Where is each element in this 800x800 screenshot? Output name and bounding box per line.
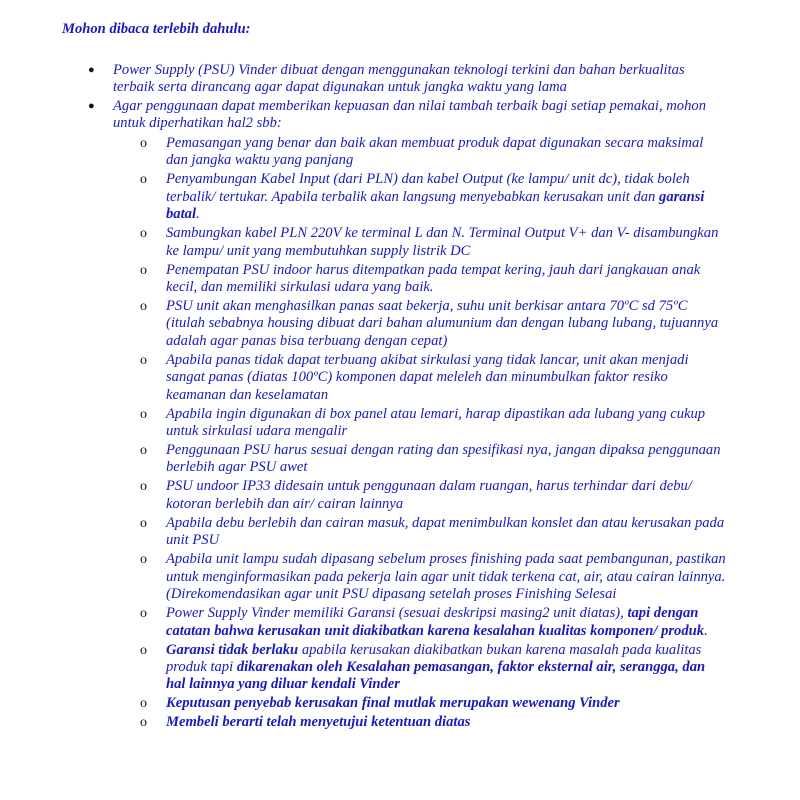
bullet-marker: ● (88, 100, 95, 112)
list-item: o Penggunaan PSU harus sesuai dengan rating dan spesifikasi nya, jangan dipaksa penggunaan berlebih agar PSU awet (140, 442, 721, 476)
bold-text: Membeli berarti telah menyetujui ketentuan diatas (166, 714, 471, 731)
list-item: o Apabila panas tidak dapat terbuang akibat sirkulasi yang tidak lancar, unit akan menjadi sangat panas (diatas 100ºC) komponen dapat meleleh dan minumbulkan faktor resiko keamanan dan keselamatan (140, 351, 689, 403)
bullet-item (0, 98, 800, 133)
circle-bullet-marker: o (140, 715, 147, 731)
circle-bullet-marker: o (140, 443, 147, 459)
list-item: o Apabila debu berlebih dan cairan masuk, dapat menimbulkan konslet dan atau kerusakan pada unit PSU (140, 514, 725, 549)
circle-bullet-marker: o (140, 696, 147, 712)
circle-bullet-marker: o (140, 136, 147, 151)
list-item: o PSU undoor IP33 didesain untuk penggunaan dalam ruangan, harus terhindar dari debu/ kotoran berlebih dan air/ cairan lainnya (140, 478, 692, 512)
circle-bullet-marker: o (140, 406, 147, 422)
bold-text: dikarenakan oleh Kesalahan pemasangan, faktor eksternal air, serangga, dan hal lainnya yang diluar kendali Vinder (166, 658, 706, 693)
list-item: o Penyambungan Kabel Input (dari PLN) dan kabel Output (ke lampu/ unit dc), tidak boleh terbalik/ tertukar. Apabila terbalik akan langsung menyebabkan kerusakan unit dan garansi batal. (140, 171, 705, 223)
bullet-item (0, 62, 800, 97)
circle-bullet-marker: o (140, 552, 147, 568)
bold-text: garansi batal (166, 188, 705, 223)
bullet-marker: ● (88, 64, 95, 76)
circle-bullet-marker: o (140, 172, 147, 188)
list-item (0, 714, 800, 731)
list-item: o Garansi tidak berlaku apabila kerusakan diakibatkan bukan karena masalah pada kualitas produk tapi dikarenakan oleh Kesalahan pemasangan, faktor eksternal air, serangga, dan hal lainnya yang diluar kendali Vinder (140, 641, 706, 693)
list-item: o Apabila unit lampu sudah dipasang sebelum proses finishing pada saat pembangunan, pastikan untuk menginformasikan pada pekerja lain agar unit tidak terkena cat, air, atau cairan lainnya. (Direkomendasikan agar unit PSU dipasang setelah proses Finishing Selesai (140, 551, 726, 603)
list-item: o Penempatan PSU indoor harus ditempatkan pada tempat kering, jauh dari jangkauan anak kecil, dan memiliki sirkulasi udara yang baik. (140, 261, 701, 296)
list-item: o Sambungkan kabel PLN 220V ke terminal L dan N. Terminal Output V+ dan V- disambungkan ke lampu/ unit yang membutuhkan supply listrik DC (140, 225, 719, 259)
circle-bullet-marker: o (140, 226, 147, 242)
list-item (0, 695, 800, 712)
circle-bullet-marker: o (140, 642, 147, 658)
circle-bullet-marker: o (140, 299, 147, 315)
list-item: o Power Supply Vinder memiliki Garansi (sesuai deskripsi masing2 unit diatas), tapi dengan catatan bahwa kerusakan unit diakibatkan karena kesalahan kualitas komponen/ produk. (140, 605, 708, 639)
bullet-text: Power Supply (PSU) Vinder dibuat dengan menggunakan teknologi terkini dan bahan berkualitas terbaik serta dirancang agar dapat digunakan untuk jangka waktu yang lama (113, 62, 685, 96)
circle-bullet-marker: o (140, 352, 147, 368)
bold-text: tapi dengan catatan bahwa kerusakan unit diakibatkan karena kesalahan kualitas komponen/ produk (166, 605, 705, 639)
circle-bullet-marker: o (140, 262, 147, 278)
list-item: o Pemasangan yang benar dan baik akan membuat produk dapat digunakan secara maksimal dan jangka waktu yang panjang (140, 135, 704, 169)
circle-bullet-marker: o (140, 515, 147, 531)
circle-bullet-marker: o (140, 479, 147, 495)
bold-text: Garansi tidak berlaku (166, 641, 299, 658)
sub-list (0, 135, 800, 733)
bold-text: Keputusan penyebab kerusakan final mutlak merupakan wewenang Vinder (166, 695, 620, 712)
page-title: Mohon dibaca terlebih dahulu: (62, 21, 251, 37)
list-item: o PSU unit akan menghasilkan panas saat bekerja, suhu unit berkisar antara 70ºC sd 75ºC (itulah sebabnya housing dibuat dari bahan alumunium dan dengan lubang lubang, tujuannya adalah agar panas bisa terbuang dengan cepat) (140, 298, 719, 349)
circle-bullet-marker: o (140, 606, 147, 622)
list-item: o Apabila ingin digunakan di box panel atau lemari, harap dipastikan ada lubang yang cukup untuk sirkulasi udara mengalir (140, 405, 706, 440)
bullet-text: Agar penggunaan dapat memberikan kepuasan dan nilai tambah terbaik bagi setiap pemakai, mohon untuk diperhatikan hal2 sbb: (113, 98, 706, 132)
